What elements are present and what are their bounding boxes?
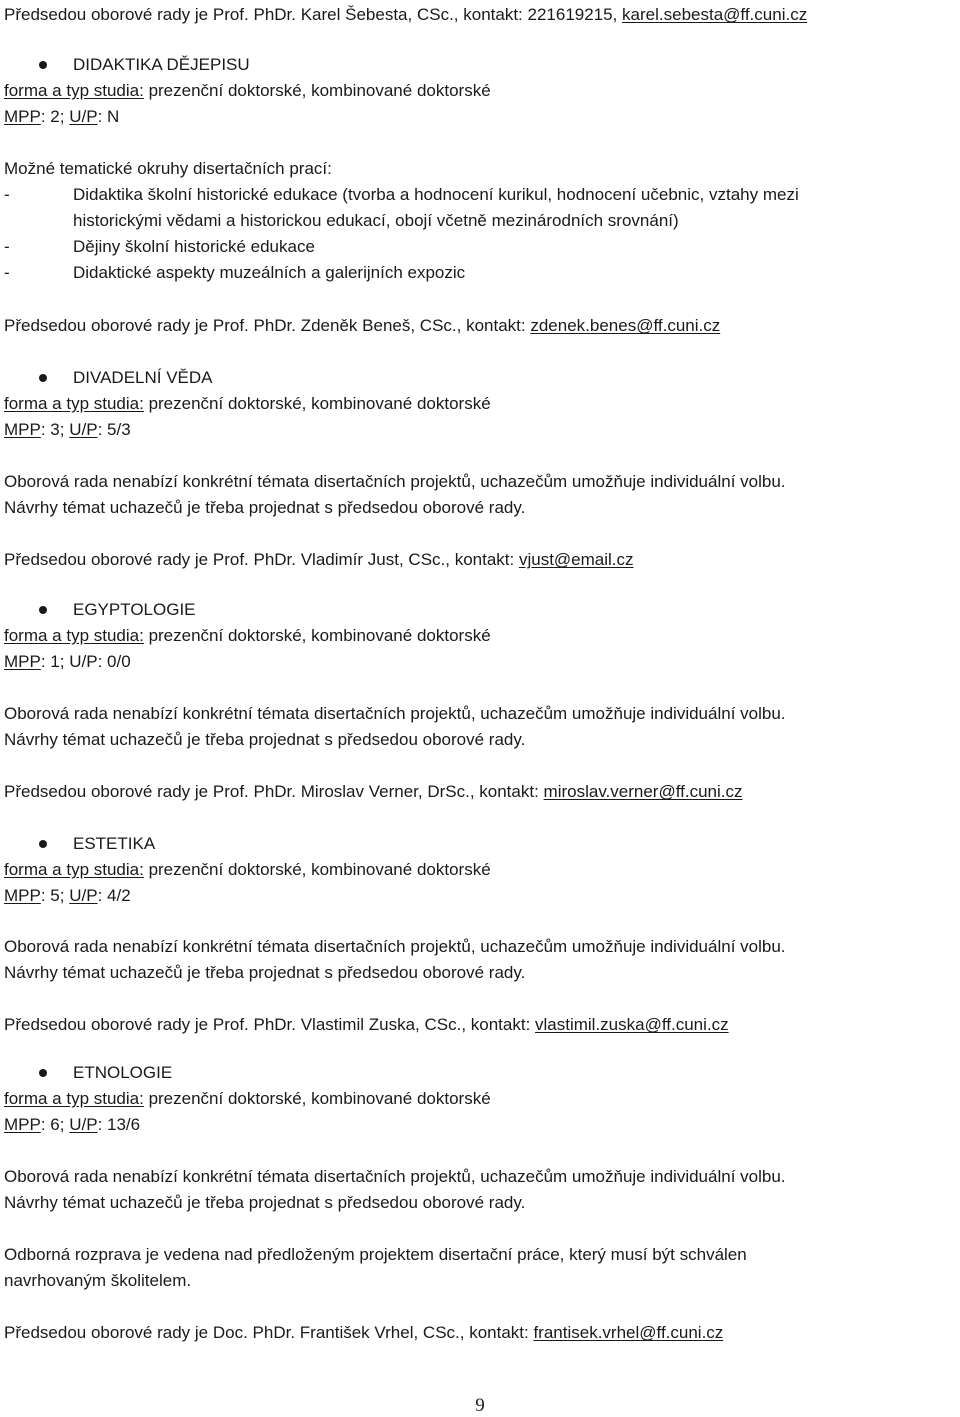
chair-line-didaktika: Předsedou oborové rady je Prof. PhDr. Zdeněk Beneš, CSc., kontakt: zdenek.benes@ff.cuni.cz xyxy=(4,316,721,335)
section-title-egyptologie: EGYPTOLOGIE xyxy=(73,600,196,619)
mpp-line: MPP: 6; U/P: 13/6 xyxy=(4,1115,141,1134)
mpp-line: MPP: 5; U/P: 4/2 xyxy=(4,886,131,905)
bullet-icon xyxy=(39,840,47,848)
bullet-icon xyxy=(39,61,47,69)
mpp-line: MPP: 1; U/P: 0/0 xyxy=(4,652,131,671)
section-title-etnologie: ETNOLOGIE xyxy=(73,1063,173,1082)
email-link-egyptologie[interactable]: miroslav.verner@ff.cuni.cz xyxy=(543,782,743,801)
study-form-line: forma a typ studia: prezenční doktorské, kombinované doktorské xyxy=(4,1089,491,1108)
no-topics-text: Oborová rada nenabízí konkrétní témata disertačních projektů, uchazečům umožňuje individuální volbu. xyxy=(4,704,786,723)
defense-text-line2: navrhovaným školitelem. xyxy=(4,1271,192,1290)
email-link-divadelni[interactable]: vjust@email.cz xyxy=(518,550,634,569)
study-form-line: forma a typ studia: prezenční doktorské, kombinované doktorské xyxy=(4,626,491,645)
topics-heading: Možné tematické okruhy disertačních prací: xyxy=(4,159,332,178)
chair-line-estetika: Předsedou oborové rady je Prof. PhDr. Vlastimil Zuska, CSc., kontakt: vlastimil.zuska@ff.cuni.cz xyxy=(4,1015,729,1034)
top-chair-line: Předsedou oborové rady je Prof. PhDr. Karel Šebesta, CSc., kontakt: 221619215, karel.sebesta@ff.cuni.cz xyxy=(4,5,808,24)
study-form-line: forma a typ studia: prezenční doktorské, kombinované doktorské xyxy=(4,394,491,413)
bullet-icon xyxy=(39,1069,47,1077)
section-title-estetika: ESTETIKA xyxy=(73,834,156,853)
page-number: 9 xyxy=(475,1395,485,1416)
no-topics-text: Oborová rada nenabízí konkrétní témata disertačních projektů, uchazečům umožňuje individuální volbu. xyxy=(4,472,786,491)
email-link-didaktika[interactable]: zdenek.benes@ff.cuni.cz xyxy=(530,316,721,335)
defense-text-line1: Odborná rozprava je vedena nad předloženým projektem disertační práce, který musí být schválen xyxy=(4,1245,747,1264)
section-title-didaktika: DIDAKTIKA DĚJEPISU xyxy=(73,55,250,74)
email-link-estetika[interactable]: vlastimil.zuska@ff.cuni.cz xyxy=(535,1015,729,1034)
mpp-line: MPP: 3; U/P: 5/3 xyxy=(4,420,131,439)
chair-line-divadelni: Předsedou oborové rady je Prof. PhDr. Vladimír Just, CSc., kontakt: vjust@email.cz xyxy=(4,550,634,569)
no-topics-text: Oborová rada nenabízí konkrétní témata disertačních projektů, uchazečům umožňuje individuální volbu. xyxy=(4,937,786,956)
study-form-line: forma a typ studia: prezenční doktorské, kombinované doktorské xyxy=(4,860,491,879)
email-link-etnologie[interactable]: frantisek.vrhel@ff.cuni.cz xyxy=(533,1323,724,1342)
proposals-text: Návrhy témat uchazečů je třeba projednat s předsedou oborové rady. xyxy=(4,730,526,749)
study-form-line: forma a typ studia: prezenční doktorské, kombinované doktorské xyxy=(4,81,491,100)
chair-line-egyptologie: Předsedou oborové rady je Prof. PhDr. Miroslav Verner, DrSc., kontakt: miroslav.verner@ff.cuni.cz xyxy=(4,782,743,801)
list-item-continuation: historickými vědami a historickou edukací, obojí včetně mezinárodních srovnání) xyxy=(73,211,679,230)
proposals-text: Návrhy témat uchazečů je třeba projednat s předsedou oborové rady. xyxy=(4,498,526,517)
list-item: - Didaktika školní historické edukace (tvorba a hodnocení kurikul, hodnocení učebnic, vztahy mezi xyxy=(4,185,799,204)
list-item: - Didaktické aspekty muzeálních a galerijních expozic xyxy=(4,263,466,282)
list-item: - Dějiny školní historické edukace xyxy=(4,237,315,256)
mpp-line: MPP: 2; U/P: N xyxy=(4,107,120,126)
bullet-icon xyxy=(39,606,47,614)
section-title-divadelni: DIVADELNÍ VĚDA xyxy=(73,368,213,387)
top-email-link[interactable]: karel.sebesta@ff.cuni.cz xyxy=(622,5,808,24)
bullet-icon xyxy=(39,374,47,382)
chair-line-etnologie: Předsedou oborové rady je Doc. PhDr. František Vrhel, CSc., kontakt: frantisek.vrhel@ff.cuni.cz xyxy=(4,1323,724,1342)
proposals-text: Návrhy témat uchazečů je třeba projednat s předsedou oborové rady. xyxy=(4,963,526,982)
no-topics-text: Oborová rada nenabízí konkrétní témata disertačních projektů, uchazečům umožňuje individuální volbu. xyxy=(4,1167,786,1186)
proposals-text: Návrhy témat uchazečů je třeba projednat s předsedou oborové rady. xyxy=(4,1193,526,1212)
